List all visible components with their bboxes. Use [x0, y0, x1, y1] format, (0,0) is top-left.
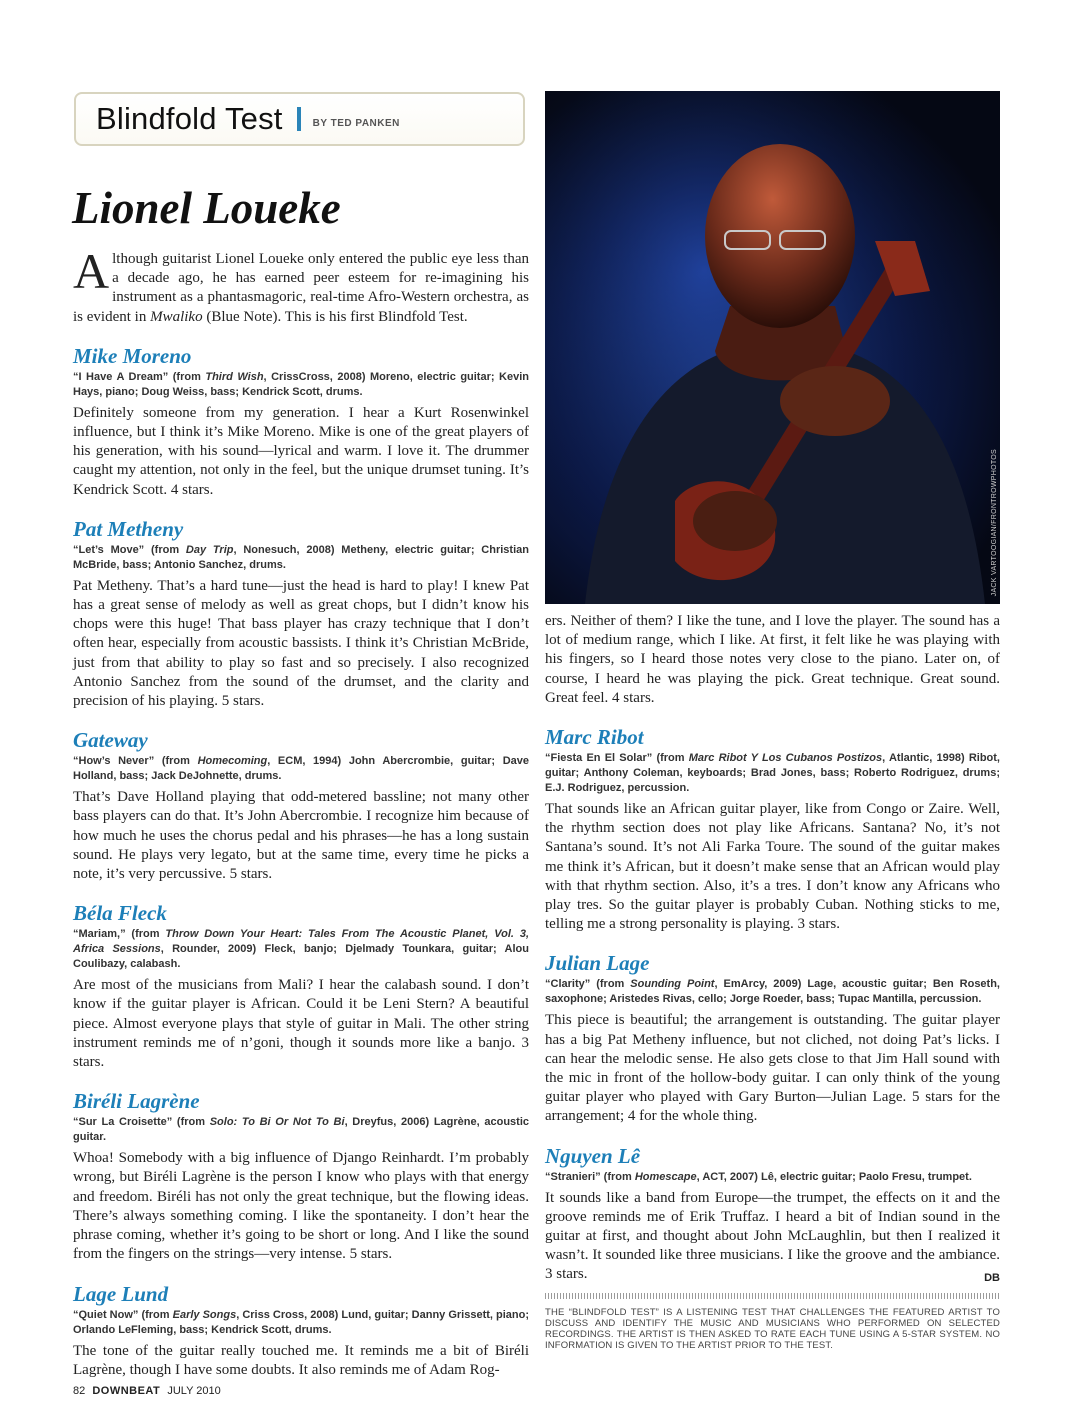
- end-mark: DB: [984, 1272, 1000, 1285]
- review-text: Are most of the musicians from Mali? I hear the calabash sound. I don’t know if the guitar player is African. Could it be Leni Stern? A beautiful piece. Almost everyone plays that style of guitar in Mali. The other string instrument reminds me of n’goni, though it sounds more like a banjo. 3 stars.: [73, 977, 529, 1071]
- track-credits: “Fiesta En El Solar” (from Marc Ribot Y Los Cubanos Postizos, Atlantic, 1998) Ribot, guitar; Anthony Coleman, keyboards; Brad Jones, bass; Roberto Rodriguez, drums; E.J. Rodriguez, percussion.: [545, 752, 1000, 795]
- track-credits: “How’s Never” (from Homecoming, ECM, 1994) John Abercrombie, guitar; Dave Holland, bass; Jack DeJohnette, drums.: [73, 755, 529, 783]
- artist-heading: Lage Lund: [73, 1281, 169, 1306]
- entry-julian-lage: [545, 951, 1000, 1126]
- entry-nguyen-le: [545, 1144, 1000, 1285]
- track-credits: “Mariam,” (from Throw Down Your Heart: Tales From The Acoustic Planet, Vol. 3, Africa Sessions, Rounder, 2009) Fleck, banjo; Djelmady Tounkara, guitar; Alou Coulibazy, calabash.: [73, 928, 529, 971]
- artist-heading: Marc Ribot: [545, 725, 644, 750]
- header-divider: [297, 107, 301, 131]
- section-header: [74, 92, 525, 146]
- entry-pat-metheny: [73, 517, 529, 711]
- artist-heading: Gateway: [73, 728, 148, 753]
- intro-text-a: lthough guitarist Lionel Loueke only entered the public eye less than a decade ago, he has earned peer esteem for re-imagining his instrument as a phantasmagoric, real-time Afro-Western orchestra, as is evident in: [73, 251, 529, 325]
- review-text: It sounds like a band from Europe—the trumpet, the effects on it and the groove reminds me of Erik Truffaz. I heard a bit of Indian sound in the guitar at first, and thought about John McLaughlin, but then I realized it wasn’t. It sounded like three musicians. I like the groove and the ambiance. 3 stars. DB: [545, 1189, 1000, 1285]
- entry-marc-ribot: [545, 725, 1000, 934]
- artist-heading: Julian Lage: [545, 951, 650, 976]
- entry-bela-fleck: [73, 901, 529, 1072]
- blindfold-footnote: THE “BLINDFOLD TEST” IS A LISTENING TEST THAT CHALLENGES THE FEATURED ARTIST TO DISCUSS AND IDENTIFY THE MUSIC AND MUSICIANS WHO PERFORMED ON SELECTED RECORDINGS. THE ARTIST IS THEN ASKED TO RATE EACH TUNE USING A 5-STAR SYSTEM. NO INFORMATION IS GIVEN TO THE ARTIST PRIOR TO THE TEST.: [545, 1307, 1000, 1351]
- track-credits: “Sur La Croisette” (from Solo: To Bi Or Not To Bi, Dreyfus, 2006) Lagrène, acoustic guitar.: [73, 1116, 529, 1144]
- magazine-name: DOWNBEAT: [92, 1385, 161, 1397]
- artist-heading: Mike Moreno: [73, 343, 192, 368]
- entry-bireli-lagrene: [73, 1089, 529, 1264]
- review-text: The tone of the guitar really touched me. It reminds me a bit of Biréli Lagrène, though I have some doubts. It also reminds me of Adam Rog-: [73, 1342, 529, 1378]
- review-text: Definitely someone from my generation. I hear a Kurt Rosenwinkel influence, but I think it’s Mike Moreno. Mike is one of the great players of his generation, with his sound—lyrical and warm. I love it. The drummer caught my attention, not only in the feel, but the unique drumset tuning. It’s Kendrick Scott. 4 stars.: [73, 404, 529, 498]
- guitarist-illustration: [545, 91, 1000, 604]
- track-credits: “Let’s Move” (from Day Trip, Nonesuch, 2008) Metheny, electric guitar; Christian McBride, bass; Antonio Sanchez, drums.: [73, 543, 529, 571]
- intro-text-b: (Blue Note). This is his first Blindfold Test.: [202, 308, 468, 325]
- artist-heading: Nguyen Lê: [545, 1143, 641, 1168]
- page-number: 82: [73, 1385, 86, 1397]
- photo-credit: JACK VARTOOGIAN/FRONTROWPHOTOS: [991, 448, 998, 596]
- subject-name: Lionel Loueke: [72, 183, 341, 233]
- entry-mike-moreno: [73, 344, 529, 500]
- review-text: Whoa! Somebody with a big influence of Django Reinhardt. I’m probably wrong, but Biréli Lagrène is the person I know who plays with that energy and freedom. Biréli has not only the great technique, but the flowing ideas. There’s always something coming. I like the spontaneity. I don’t hear the phrase coming, whether it’s going to be short or long. And I like the sound from the fingers on the strings—very intense. 5 stars.: [73, 1150, 529, 1263]
- artist-heading: Biréli Lagrène: [73, 1089, 200, 1114]
- review-text: Pat Metheny. That’s a hard tune—just the head is hard to play! I knew Pat has a great sense of melody as well as great chops, but I didn’t know his chops were this huge! That bass player has crazy technique that I don’t often hear, especially from acoustic bassists. I think it’s Christian McBride, just from that ability to play so fast and so precisely. I also recognized Antonio Sanchez from the sound of the drumset, and the clarity and precision of his playing. 5 stars.: [73, 577, 529, 710]
- section-title: Blindfold Test: [96, 101, 283, 136]
- byline: BY TED PANKEN: [312, 117, 400, 129]
- artist-heading: Pat Metheny: [73, 516, 184, 541]
- left-column: [73, 243, 530, 1380]
- issue-date: JULY 2010: [167, 1385, 221, 1397]
- intro-paragraph: [73, 243, 529, 327]
- right-column: [545, 612, 1000, 1289]
- track-credits: “Quiet Now” (from Early Songs, Criss Cross, 2008) Lund, guitar; Danny Grissett, piano; Orlando LeFleming, bass; Kendrick Scott, drums.: [73, 1308, 530, 1336]
- continued-review-text: ers. Neither of them? I like the tune, and I love the player. The sound has a lot of medium range, which I like. At first, it felt like he was playing with his fingers, so I heard those notes very close to the piano. Later on, of course, I heard he was playing the pick. Great technique. Great sound. Great feel. 4 stars.: [545, 613, 1000, 706]
- review-text: This piece is beautiful; the arrangement is outstanding. The guitar player has a big Pat Metheny influence, but not cliched, not doing Pat’s licks. I can hear the melodic sense. He also gets close to that Jim Hall sound with the mic in front of the hollow-body guitar. I can only think of the young guitar player who played with Gary Burton—Julian Lage. 5 stars for the arrangement; 4 for the whole thing.: [545, 1012, 1000, 1125]
- track-credits: “Stranieri” (from Homescape, ACT, 2007) Lê, electric guitar; Paolo Fresu, trumpet.: [545, 1170, 972, 1183]
- review-text: That’s Dave Holland playing that odd-metered bassline; not many other bass players can do that. It’s John Abercrombie. I recognize him because of how much he uses the chorus pedal and his phrases—he has a long sustain sound. He plays very legato, but at the same time, every time he picks a note, it’s very percussive. 5 stars.: [73, 789, 529, 883]
- artist-photo: [545, 91, 1000, 604]
- intro-album: Mwaliko: [150, 308, 203, 325]
- page-folio: [73, 1385, 221, 1397]
- entry-lage-lund: [73, 1282, 529, 1380]
- dropcap: A: [73, 243, 110, 299]
- review-text: That sounds like an African guitar player, like from Congo or Zaire. Well, the rhythm section does not play like Africans. Santana? No, it’s not Santana’s sound. It’s not Ali Farka Toure. The sound of the guitar makes me think it’s African, but it doesn’t make sense that an African would play with that rhythm section. Also, it’s a tres. I don’t know any Africans who play tres. So the guitar player is probably Cuban. Nothing sticks to me, telling me a strong personality is playing. 3 stars.: [545, 801, 1000, 933]
- artist-heading: Béla Fleck: [73, 901, 167, 926]
- footnote-divider: [545, 1293, 1000, 1299]
- entry-gateway: [73, 728, 529, 884]
- track-credits: “I Have A Dream” (from Third Wish, CrissCross, 2008) Moreno, electric guitar; Kevin Hays, piano; Doug Weiss, bass; Kendrick Scott, drums.: [73, 370, 529, 398]
- track-credits: “Clarity” (from Sounding Point, EmArcy, 2009) Lage, acoustic guitar; Ben Roseth, saxophone; Aristedes Rivas, cello; Jorge Roeder, bass; Tupac Mantilla, percussion.: [545, 978, 1000, 1006]
